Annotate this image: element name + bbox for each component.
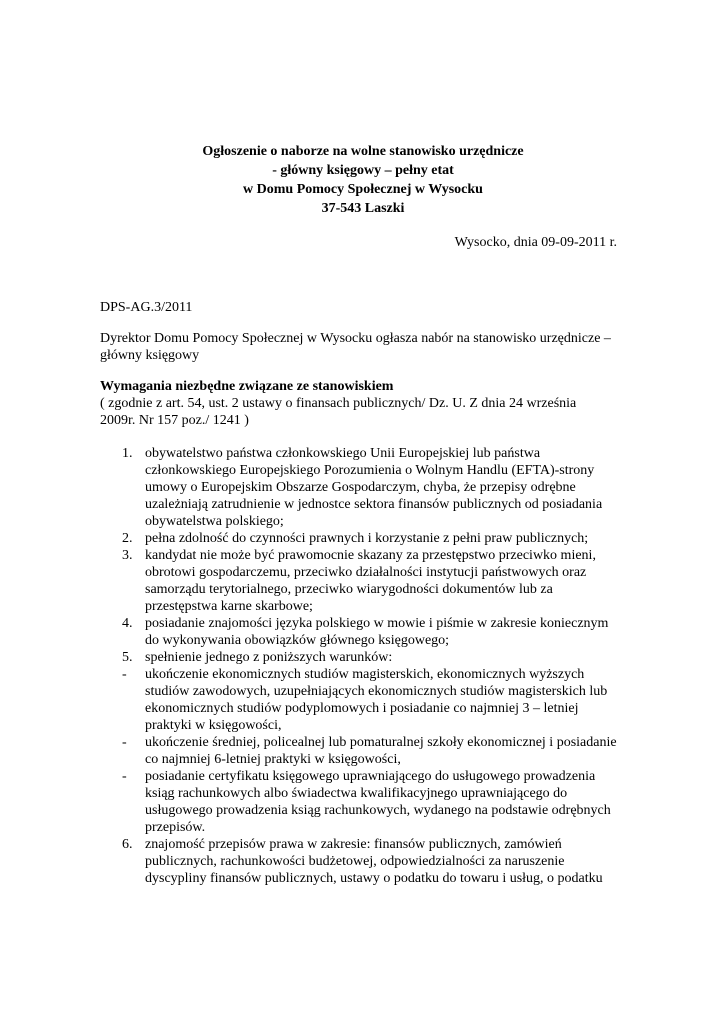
list-marker: 6. [122,837,133,852]
intro-paragraph [100,330,630,364]
list-item-line: studiów zawodowych, uzupełniających ekonomicznych studiów magisterskich lub [145,684,608,699]
list-item-line: ukończenie średniej, policealnej lub pomaturalnej szkoły ekonomicznej i posiadanie [145,735,617,750]
list-item-line: uzależniają zatrudnienie w jednostce sektora finansów publicznych od posiadania [145,497,603,512]
title-line: Ogłoszenie o naborze na wolne stanowisko urzędnicze [202,144,524,159]
list-item-line: umowy o Europejskim Obszarze Gospodarczym, chyba, że przepisy odrębne [145,480,576,495]
list-item-line: do wykonywania obowiązków głównego księgowego; [145,633,450,648]
list-item-line: pełna zdolność do czynności prawnych i korzystanie z pełni praw publicznych; [145,531,589,546]
list-item-line: usługowego prowadzenia ksiąg rachunkowych, wydanego na podstawie odrębnych [145,803,611,818]
list-marker: 1. [122,446,133,461]
list-item-line: przestępstwa karne skarbowe; [145,599,313,614]
list-item-line: obrotowi gospodarczemu, przeciwko działalności instytucji państwowych oraz [145,565,587,580]
list-marker: - [122,667,127,682]
list-item-line: obywatelstwa polskiego; [145,514,284,529]
legal-basis-line: ( zgodnie z art. 54, ust. 2 ustawy o finansach publicznych/ Dz. U. Z dnia 24 września [100,396,577,411]
requirements-section [100,378,630,429]
list-item [100,734,630,768]
title-line: 37-543 Laszki [321,201,405,216]
legal-basis [100,395,630,429]
list-item-line: publicznych, rachunkowości budżetowej, odpowiedzialności za naruszenie [145,854,565,869]
list-item-line: samorządu terytorialnego, przeciwko wiarygodności dokumentów lub za [145,582,553,597]
list-item-line: kandydat nie może być prawomocnie skazany za przestępstwo przeciwko mieni, [145,548,596,563]
list-item-line: przepisów. [145,820,206,835]
list-item-line: posiadanie certyfikatu księgowego uprawniającego do usługowego prowadzenia [145,769,596,784]
title-line: w Domu Pomocy Społecznej w Wysocku [243,182,483,197]
list-item-line: praktyki w księgowości, [145,718,282,733]
intro-line: główny księgowy [100,348,200,363]
list-item-line: spełnienie jednego z poniższych warunków: [145,650,393,665]
list-marker: 5. [122,650,133,665]
list-marker: 2. [122,531,133,546]
list-item [100,666,630,734]
list-item [100,615,630,649]
list-marker: 4. [122,616,133,631]
intro-line: Dyrektor Domu Pomocy Społecznej w Wysocku ogłasza nabór na stanowisko urzędnicze – [100,331,611,346]
list-item [100,530,630,547]
announcement-title [100,143,626,219]
list-item [100,768,630,836]
list-item [100,836,630,887]
list-item-line: dyscypliny finansów publicznych, ustawy o podatku do towaru i usług, o podatku [145,871,603,886]
legal-basis-line: 2009r. Nr 157 poz./ 1241 ) [100,413,249,428]
document-date: Wysocko, dnia 09-09-2011 r. [454,235,617,250]
list-item-line: posiadanie znajomości języka polskiego w mowie i piśmie w zakresie koniecznym [145,616,609,631]
list-item [100,649,630,666]
requirements-heading: Wymagania niezbędne związane ze stanowiskiem [100,379,394,394]
requirements-list [100,445,630,887]
list-item-line: członkowskiego Europejskiego Porozumienia o Wolnym Handlu (EFTA)-strony [145,463,595,478]
list-marker: - [122,769,127,784]
list-item-line: ksiąg rachunkowych albo świadectwa kwalifikacyjnego uprawniającego do [145,786,568,801]
list-item-line: znajomość przepisów prawa w zakresie: finansów publicznych, zamówień [145,837,562,852]
list-marker: - [122,735,127,750]
list-marker: 3. [122,548,133,563]
list-item-line: obywatelstwo państwa członkowskiego Unii Europejskiej lub państwa [145,446,541,461]
list-item [100,547,630,615]
list-item [100,445,630,530]
reference-number: DPS-AG.3/2011 [100,300,193,315]
list-item-line: ukończenie ekonomicznych studiów magisterskich, ekonomicznych wyższych [145,667,585,682]
list-item-line: co najmniej 6-letniej praktyki w księgowości, [145,752,401,767]
list-item-line: ekonomicznych studiów podyplomowych i posiadanie co najmniej 3 – letniej [145,701,579,716]
title-line: - główny księgowy – pełny etat [272,163,454,178]
